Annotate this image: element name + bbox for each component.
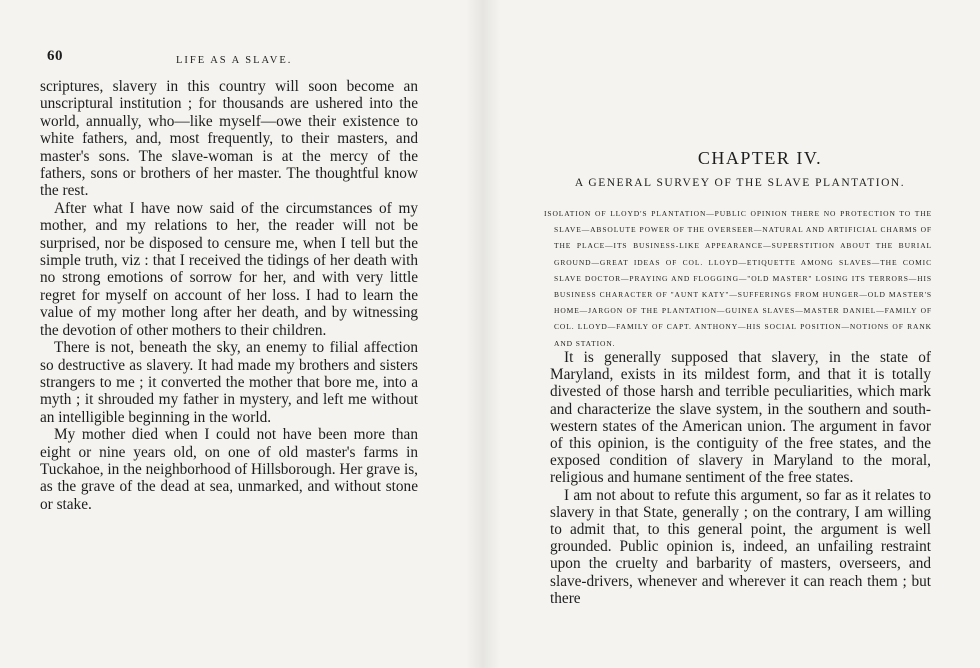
page-number: 60: [47, 48, 63, 64]
right-page-body: [550, 349, 931, 607]
left-page: [0, 0, 470, 668]
paragraph: It is generally supposed that slavery, in the state of Maryland, exists in its mildest form, and that it is totally divested of those harsh and terrible peculiarities, which mark and characterize the slave system, in the southern and south-western states of the American union. The argument in favor of this opinion, is the contiguity of the free states, and the exposed condition of slavery in Maryland to the moral, religious and humane sentiment of the free states.: [550, 349, 931, 487]
paragraph-continuation: scriptures, slavery in this country will soon become an unscriptural institution ; for thousands are ushered into the world, annually, who—like myself—owe their existence to white fathers, and, most frequently, to their masters, and master's sons. The slave-woman is at the mercy of the fathers, sons or brothers of her master. The thoughtful know the rest.: [40, 78, 418, 200]
paragraph: I am not about to refute this argument, so far as it relates to slavery in that State, generally ; on the contrary, I am willing to admit that, to this general point, the argument is well grounded. Public opinion is, indeed, an unfailing restraint upon the cruelty and barbarity of masters, overseers, and slave-drivers, whenever and wherever it can reach them ; but there: [550, 486, 931, 607]
running-head: LIFE AS A SLAVE.: [176, 55, 293, 66]
left-page-body: [40, 78, 418, 513]
paragraph: There is not, beneath the sky, an enemy to filial affection so destructive as slavery. It had made my brothers and sisters strangers to me ; it converted the mother that bore me, into a myth ; it shrouded my father in mystery, and left me without an intelligible beginning in the world.: [40, 339, 418, 426]
book-gutter: [466, 0, 500, 668]
right-page: [500, 0, 980, 668]
chapter-synopsis: ISOLATION OF LLOYD'S PLANTATION—PUBLIC OPINION THERE NO PROTECTION TO THE SLAVE—ABSOLUTE POWER OF THE OVERSEER—NATURAL AND ARTIFICIAL CHARMS OF THE PLACE—ITS BUSINESS-LIKE APPEARANCE—SUPERSTITION ABOUT THE BURIAL GROUND—GREAT IDEAS OF COL. LLOYD—ETIQUETTE AMONG SLAVES—THE COMIC SLAVE DOCTOR—PRAYING AND FLOGGING—"OLD MASTER" LOSING ITS TERRORS—HIS BUSINESS CHARACTER OF "AUNT KATY"—SUFFERINGS FROM HUNGER—OLD MASTER'S HOME—JARGON OF THE PLANTATION—GUINEA SLAVES—MASTER DANIEL—FAMILY OF COL. LLOYD—FAMILY OF CAPT. ANTHONY—HIS SOCIAL POSITION—NOTIONS OF RANK AND STATION.: [544, 209, 932, 348]
chapter-title: CHAPTER IV.: [697, 148, 823, 168]
chapter-subtitle: A GENERAL SURVEY OF THE SLAVE PLANTATION.: [574, 177, 906, 189]
paragraph: My mother died when I could not have been more than eight or nine years old, on one of old master's farms in Tuckahoe, in the neighborhood of Hillsborough. Her grave is, as the grave of the dead at sea, unmarked, and without stone or stake.: [40, 426, 418, 513]
paragraph: After what I have now said of the circumstances of my mother, and my relations to her, the reader will not be surprised, nor be disposed to censure me, when I tell but the simple truth, viz : that I received the tidings of her death with no strong emotions of sorrow for her, and with very little regret for myself on account of her loss. I had to learn the value of my mother long after her death, and by witnessing the devotion of other mothers to their children.: [40, 199, 418, 339]
